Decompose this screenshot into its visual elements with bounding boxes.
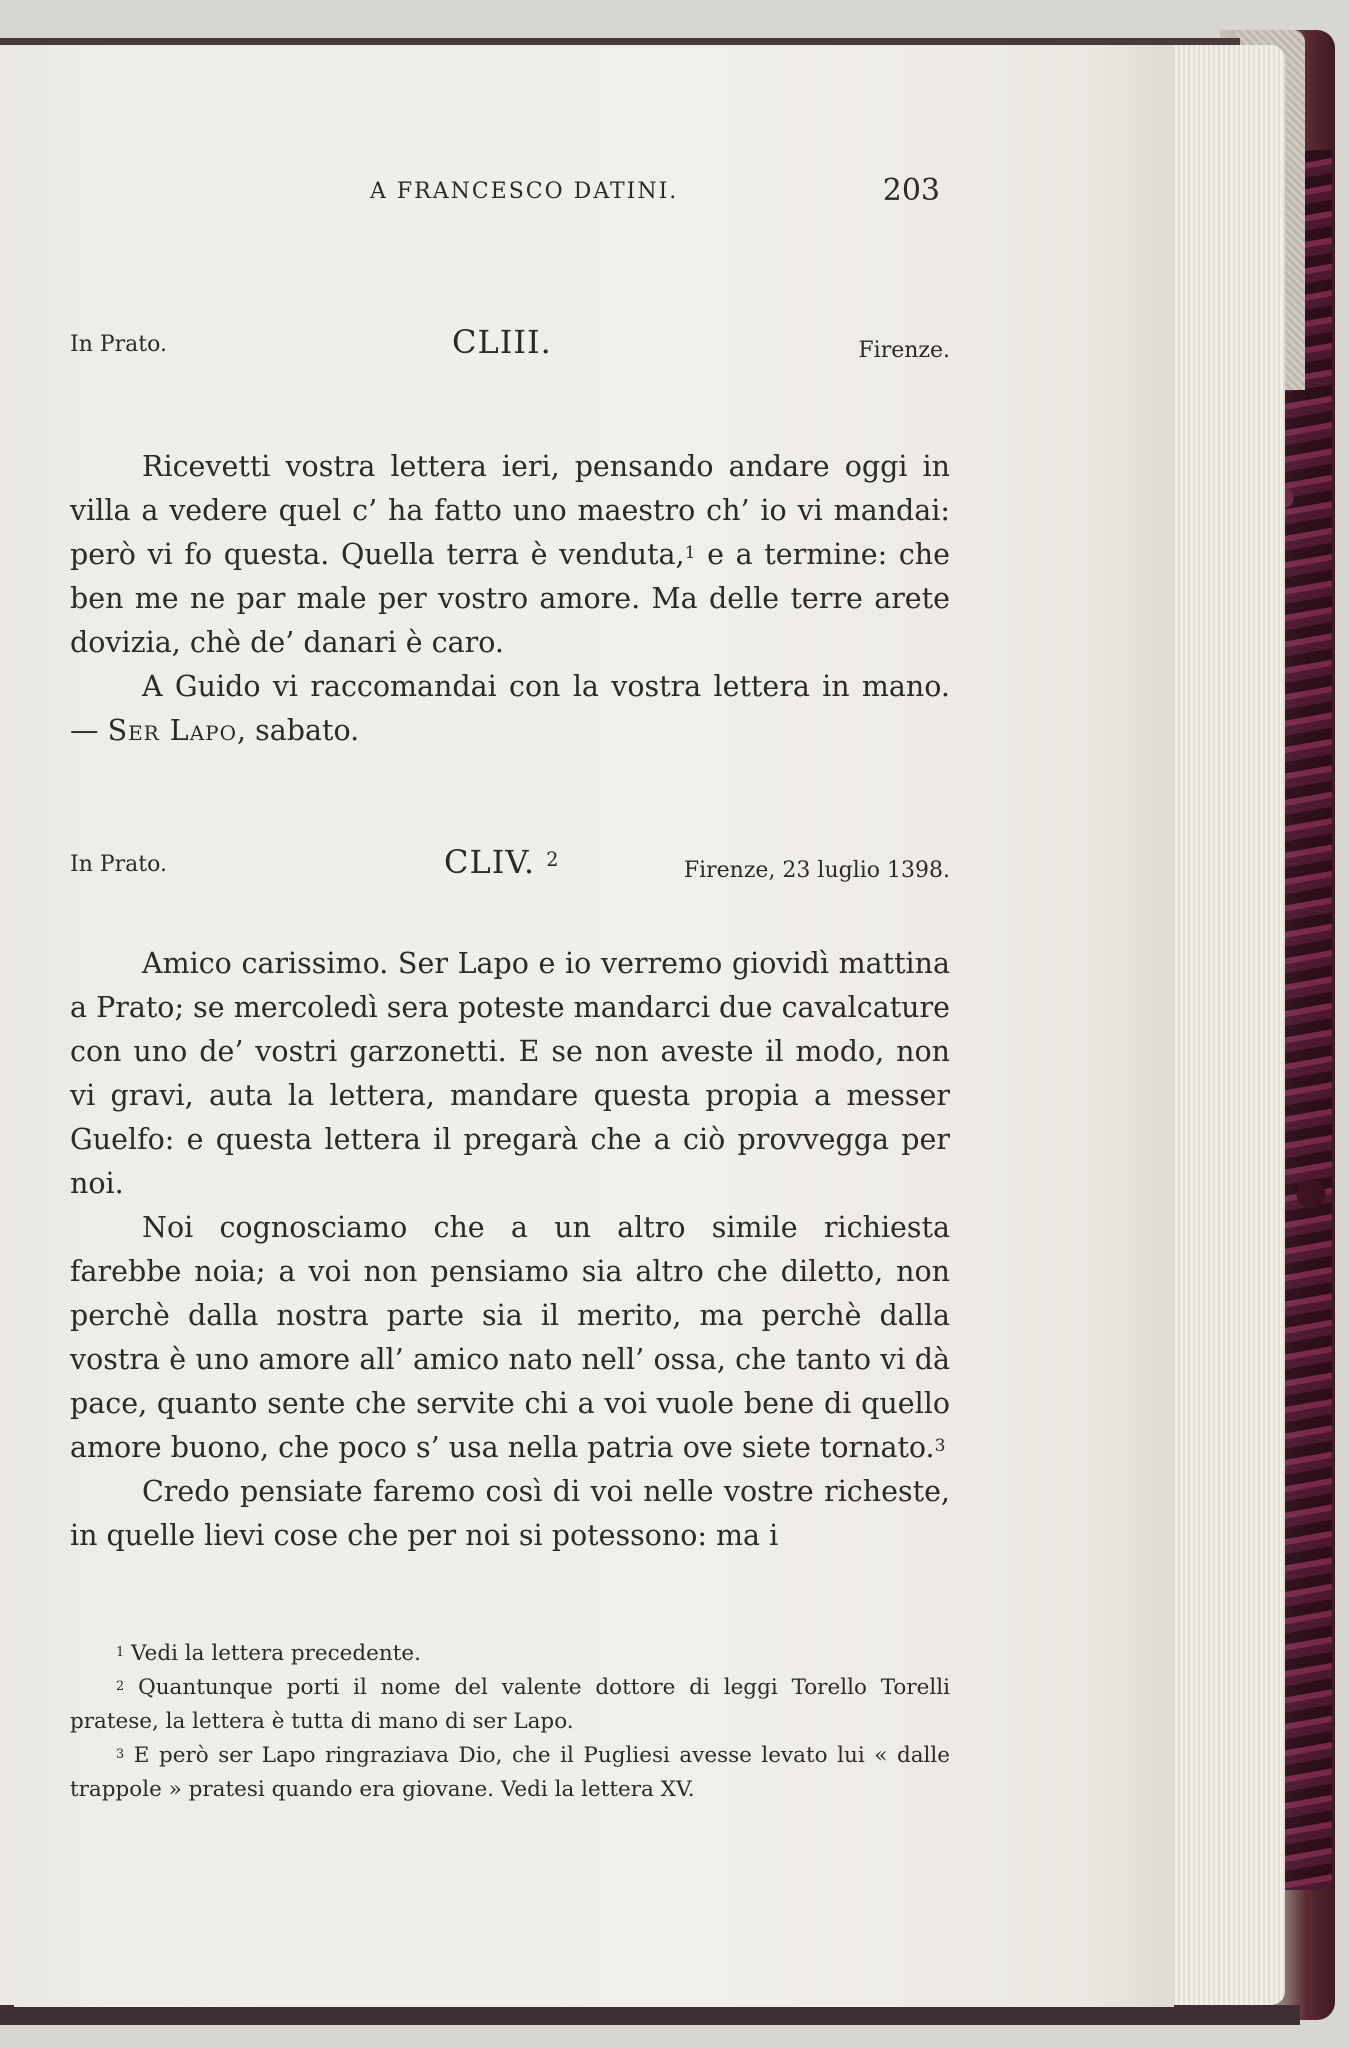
- previous-page-edge: [0, 45, 15, 2005]
- footnote: $^2$ Quantunque porti il nome del valente dottore di leggi Torello Torelli pratese, la lettera è tutta di mano di ser Lapo.: [70, 1675, 950, 1734]
- running-head: [70, 173, 940, 215]
- paragraph: Noi cognosciamo che a un altro simile richiesta farebbe noia; a voi non pensiamo sia altro che diletto, non perchè dalla nostra parte sia il merito, ma perchè dalla vostra è uno amore all’ amico nato nell’ ossa, che tanto vi dà pace, quanto sente che servite chi a voi vuole bene di quello amore buono, che poco s’ usa nella patria ove siete tornato.$^3$: [70, 1211, 950, 1464]
- binding-bottom-strip: [0, 2005, 1300, 2025]
- footnote-reference: 3: [934, 1436, 946, 1457]
- page-stack-edge: [1165, 45, 1285, 2005]
- paragraph: Amico carissimo. Ser Lapo e io verremo giovidì mattina a Prato; se mercoledì sera poteste mandarci due cavalcature con uno de’ vostri garzonetti. E se non aveste il modo, non vi gravi, auta la lettera, mandare questa propia a messer Guelfo: e questa lettera il pregarà che a ciò provvegga per noi.: [70, 947, 950, 1200]
- paragraph: Credo pensiate faremo così di voi nelle vostre richeste, in quelle lievi cose che per noi si potessono: ma i: [70, 1475, 950, 1552]
- paragraph: A Guido vi raccomandai con la vostra lettera in mano. — Ser Lapo, sabato.: [70, 670, 950, 747]
- page-number: 203: [882, 173, 940, 208]
- letter-body-cliii: [70, 445, 950, 753]
- footnote-reference: 2: [546, 848, 560, 872]
- signature: Ser Lapo: [107, 714, 238, 747]
- letter-number: CLIV. $^2$: [444, 843, 560, 881]
- letter-addressee-place: In Prato.: [70, 852, 167, 877]
- book-page: [14, 45, 1174, 2007]
- letter-addressee-place: In Prato.: [70, 332, 167, 357]
- footnotes: [70, 1637, 950, 1807]
- footnote-reference: 1: [684, 543, 696, 564]
- paragraph: Ricevetti vostra lettera ieri, pensando andare oggi in villa a vedere quel c’ ha fatto uno maestro ch’ io vi mandai: però vi fo questa. Quella terra è venduta,$^1$ e a termine: che ben me ne par male per vostro amore. Ma delle terre arete dovizia, chè de’ danari è caro.: [70, 450, 951, 659]
- letter-heading-cliv: [70, 835, 950, 885]
- letter-body-cliv: [70, 942, 950, 1558]
- letter-number: CLIII.: [452, 323, 552, 361]
- letter-heading-cliii: [70, 315, 950, 365]
- letter-place-date: Firenze, 23 luglio 1398.: [683, 858, 950, 883]
- footnote: $^1$ Vedi la lettera precedente.: [116, 1641, 421, 1666]
- footnote: $^3$ E però ser Lapo ringraziava Dio, che il Pugliesi avesse levato lui « dalle trappole » pratesi quando era giovane. Vedi la lettera XV.: [70, 1743, 950, 1802]
- letter-place-date: Firenze.: [858, 338, 950, 363]
- running-title: A FRANCESCO DATINI.: [370, 179, 679, 204]
